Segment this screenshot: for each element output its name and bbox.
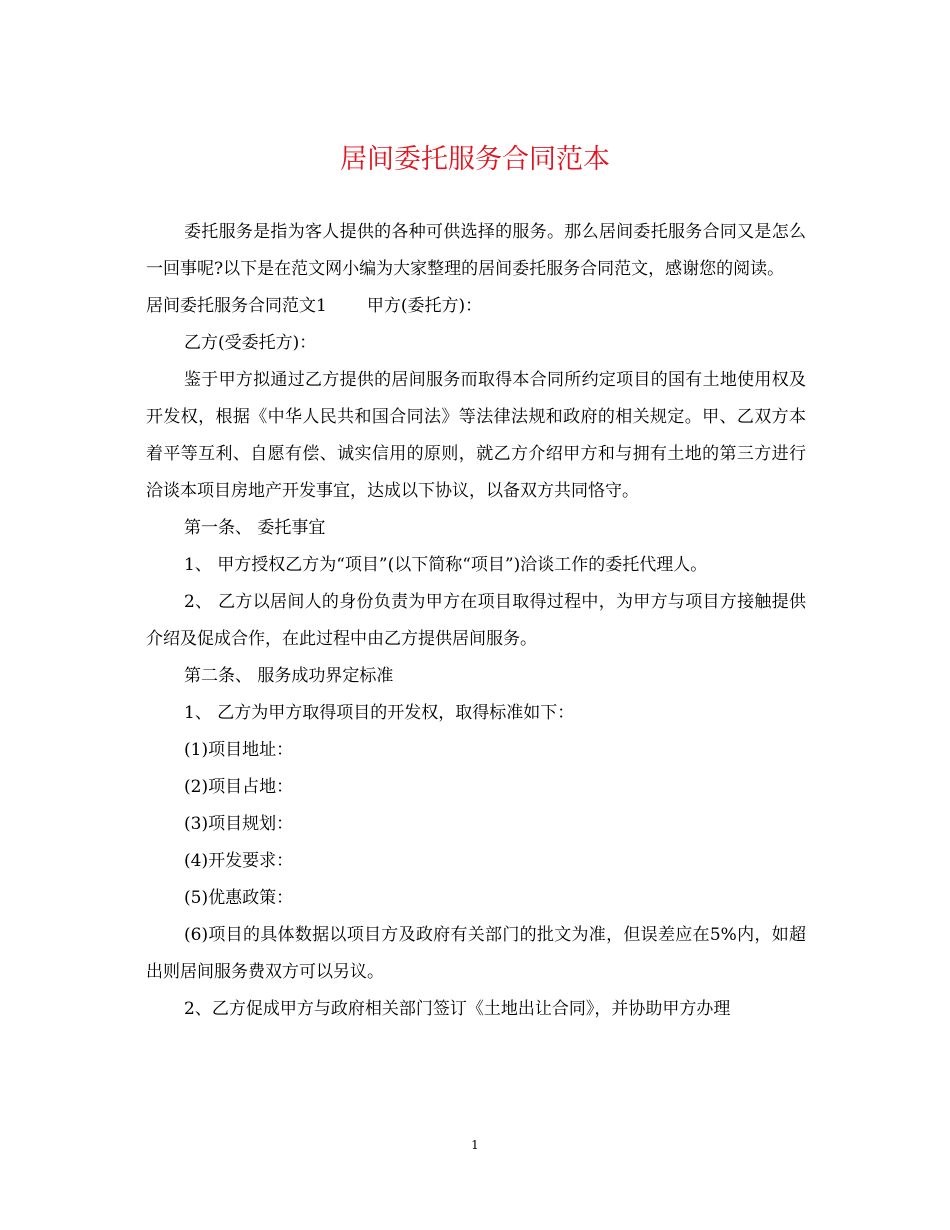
article-1-item-2: 2、 乙方以居间人的身份负责为甲方在项目取得过程中，为甲方与项目方接触提供介绍及促成合作，在此过程中由乙方提供居间服务。: [146, 592, 806, 649]
article-1-item-1: 1、 甲方授权乙方为“项目”(以下简称“项目”)洽谈工作的委托代理人。: [184, 555, 708, 575]
subitem-land-area: (2)项目占地：: [184, 777, 294, 797]
subitem-data-note: (6)项目的具体数据以项目方及政府有关部门的批文为准，但误差应在5%内，如超出则居间服务费双方可以另议。: [146, 925, 806, 982]
subitem-policies: (5)优惠政策：: [184, 888, 294, 908]
subitem-requirements: (4)开发要求：: [184, 851, 294, 871]
article-2-item-2: 2、乙方促成甲方与政府相关部门签订《土地出让合同》，并协助甲方办理: [184, 999, 731, 1019]
article-2-title: 第二条、 服务成功界定标准: [184, 666, 394, 686]
subitem-planning: (3)项目规划：: [184, 814, 294, 834]
subitem-address: (1)项目地址：: [184, 740, 294, 760]
page-number: 1: [471, 1138, 479, 1152]
party-b-label: 乙方(受委托方)：: [184, 333, 317, 353]
party-a-label: 甲方(委托方)：: [366, 296, 483, 316]
intro-paragraph: 委托服务是指为客人提供的各种可供选择的服务。那么居间委托服务合同又是怎么一回事呢?以下是在范文网小编为大家整理的居间委托服务合同范文，感谢您的阅读。: [146, 222, 806, 279]
preamble-paragraph: 鉴于甲方拟通过乙方提供的居间服务而取得本合同所约定项目的国有土地使用权及开发权，根据《中华人民共和国合同法》等法律法规和政府的相关规定。甲、乙双方本着平等互利、自愿有偿、诚实信用的原则，就乙方介绍甲方和与拥有土地的第三方进行洽谈本项目房地产开发事宜，达成以下协议，以备双方共同恪守。: [146, 370, 806, 501]
article-1-title: 第一条、 委托事宜: [184, 518, 326, 538]
document-body: [146, 214, 806, 1028]
article-2-item-1: 1、 乙方为甲方取得项目的开发权，取得标准如下：: [184, 703, 575, 723]
section-heading: 居间委托服务合同范文1: [146, 296, 327, 316]
document-title: 居间委托服务合同范本: [340, 144, 610, 175]
section-heading-line: [146, 288, 806, 325]
